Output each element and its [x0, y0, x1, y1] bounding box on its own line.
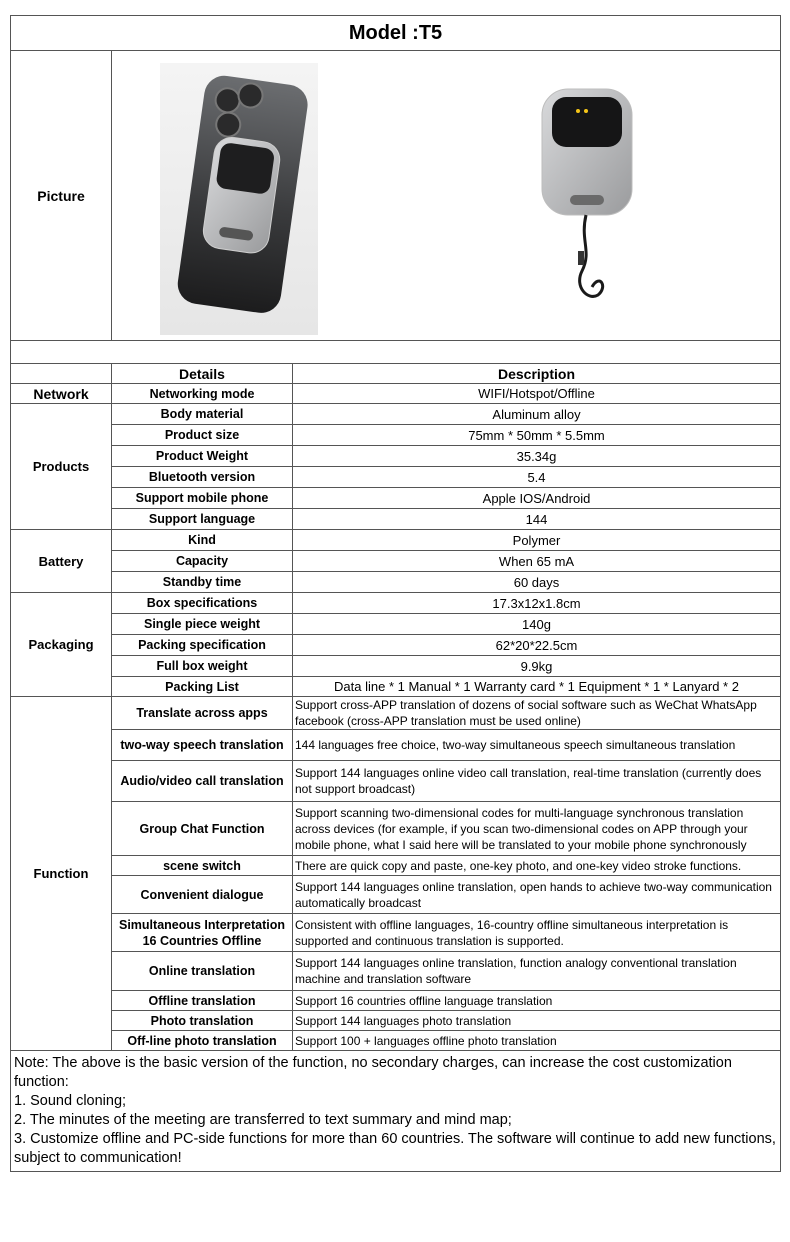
detail-label: Body material [112, 404, 293, 425]
detail-value: Support 144 languages online translation, open hands to achieve two-way communication automatically broadcast [293, 876, 781, 914]
note-line: 1. Sound cloning; [14, 1093, 127, 1109]
detail-label: scene switch [112, 856, 293, 876]
note-line: 2. The minutes of the meeting are transferred to text summary and mind map; [14, 1112, 512, 1128]
detail-label: Packing List [112, 677, 293, 697]
detail-value: 140g [293, 614, 781, 635]
spec-row [11, 467, 781, 488]
spec-row [11, 991, 781, 1011]
spec-row [11, 876, 781, 914]
detail-value: 35.34g [293, 446, 781, 467]
detail-value: Support cross-APP translation of dozens of social software such as WeChat WhatsApp facebook (cross-APP translation must be used online) [293, 697, 781, 730]
note-line: Note: The above is the basic version of the function, no secondary charges, can increase the cost customization function: [14, 1055, 732, 1090]
detail-value: Polymer [293, 530, 781, 551]
detail-value: 9.9kg [293, 656, 781, 677]
spec-row [11, 384, 781, 404]
category-packaging: Packaging [11, 593, 112, 697]
detail-value: Apple IOS/Android [293, 488, 781, 509]
detail-label: Group Chat Function [112, 802, 293, 856]
detail-label: Online translation [112, 952, 293, 991]
detail-value: There are quick copy and paste, one-key photo, and one-key video stroke functions. [293, 856, 781, 876]
spec-table [10, 15, 781, 1172]
spec-sheet [10, 15, 780, 1172]
phone-with-device-image [160, 63, 318, 335]
detail-label: Kind [112, 530, 293, 551]
detail-value: Support 144 languages online video call translation, real-time translation (currently does not support broadcast) [293, 761, 781, 802]
spec-row [11, 446, 781, 467]
detail-label: Translate across apps [112, 697, 293, 730]
spec-row [11, 404, 781, 425]
detail-value: Data line * 1 Manual * 1 Warranty card * 1 Equipment * 1 * Lanyard * 2 [293, 677, 781, 697]
spec-row [11, 677, 781, 697]
detail-label: Convenient dialogue [112, 876, 293, 914]
detail-label: Simultaneous Interpretation 16 Countries Offline [112, 914, 293, 952]
detail-label: Product Weight [112, 446, 293, 467]
detail-value: 144 languages free choice, two-way simultaneous speech simultaneous translation [293, 730, 781, 761]
detail-value: Support 144 languages photo translation [293, 1011, 781, 1031]
note-line: 3. Customize offline and PC-side functions for more than 60 countries. The software will continue to add new functions, subject to communication! [14, 1131, 776, 1166]
detail-label: Single piece weight [112, 614, 293, 635]
spec-row [11, 572, 781, 593]
details-header: Details [112, 364, 293, 384]
detail-label: Box specifications [112, 593, 293, 614]
detail-label: Off-line photo translation [112, 1031, 293, 1051]
detail-label: Full box weight [112, 656, 293, 677]
spec-row [11, 856, 781, 876]
note-block [11, 1051, 781, 1172]
detail-label: Bluetooth version [112, 467, 293, 488]
detail-label: Offline translation [112, 991, 293, 1011]
spec-row [11, 488, 781, 509]
detail-value: 62*20*22.5cm [293, 635, 781, 656]
detail-value: Support 144 languages online translation, function analogy conventional translation machine and translation software [293, 952, 781, 991]
detail-value: 5.4 [293, 467, 781, 488]
description-header: Description [293, 364, 781, 384]
product-illustration [112, 51, 778, 340]
spec-row [11, 697, 781, 730]
detail-label: Support mobile phone [112, 488, 293, 509]
device-with-lanyard-image [542, 89, 632, 296]
picture-label: Picture [11, 51, 112, 341]
spec-row [11, 1011, 781, 1031]
spec-row [11, 593, 781, 614]
detail-value: 17.3x12x1.8cm [293, 593, 781, 614]
title-row [11, 16, 781, 51]
spec-row [11, 802, 781, 856]
detail-label: Networking mode [112, 384, 293, 404]
detail-value: Support 16 countries offline language translation [293, 991, 781, 1011]
note-row [11, 1051, 781, 1172]
detail-value: Support scanning two-dimensional codes for multi-language synchronous translation across devices (for example, if you scan two-dimensional codes on APP through your mobile phone, what I said here will be translated to your mobile phone synchronously [293, 802, 781, 856]
category-network: Network [11, 384, 112, 404]
detail-value: WIFI/Hotspot/Offline [293, 384, 781, 404]
blank-row [11, 341, 781, 364]
spec-row [11, 530, 781, 551]
spec-row [11, 730, 781, 761]
model-title: Model :T5 [11, 16, 781, 51]
picture-row [11, 51, 781, 341]
detail-value: Support 100 + languages offline photo translation [293, 1031, 781, 1051]
category-function: Function [11, 697, 112, 1051]
detail-value: Consistent with offline languages, 16-country offline simultaneous interpretation is supported and continuous translation is supported. [293, 914, 781, 952]
detail-value: 60 days [293, 572, 781, 593]
spec-row [11, 656, 781, 677]
detail-label: Capacity [112, 551, 293, 572]
category-battery: Battery [11, 530, 112, 593]
detail-value: 144 [293, 509, 781, 530]
detail-label: Packing specification [112, 635, 293, 656]
product-pictures [112, 51, 781, 341]
spec-row [11, 551, 781, 572]
detail-value: Aluminum alloy [293, 404, 781, 425]
spec-row [11, 952, 781, 991]
detail-label: Standby time [112, 572, 293, 593]
detail-value: 75mm * 50mm * 5.5mm [293, 425, 781, 446]
detail-value: When 65 mA [293, 551, 781, 572]
detail-label: two-way speech translation [112, 730, 293, 761]
detail-label: Audio/video call translation [112, 761, 293, 802]
detail-label: Support language [112, 509, 293, 530]
spec-row [11, 425, 781, 446]
spec-row [11, 761, 781, 802]
spec-row [11, 509, 781, 530]
header-row [11, 364, 781, 384]
spec-row [11, 614, 781, 635]
spec-row [11, 1031, 781, 1051]
detail-label: Product size [112, 425, 293, 446]
detail-label: Photo translation [112, 1011, 293, 1031]
spec-row [11, 635, 781, 656]
category-products: Products [11, 404, 112, 530]
spec-row [11, 914, 781, 952]
